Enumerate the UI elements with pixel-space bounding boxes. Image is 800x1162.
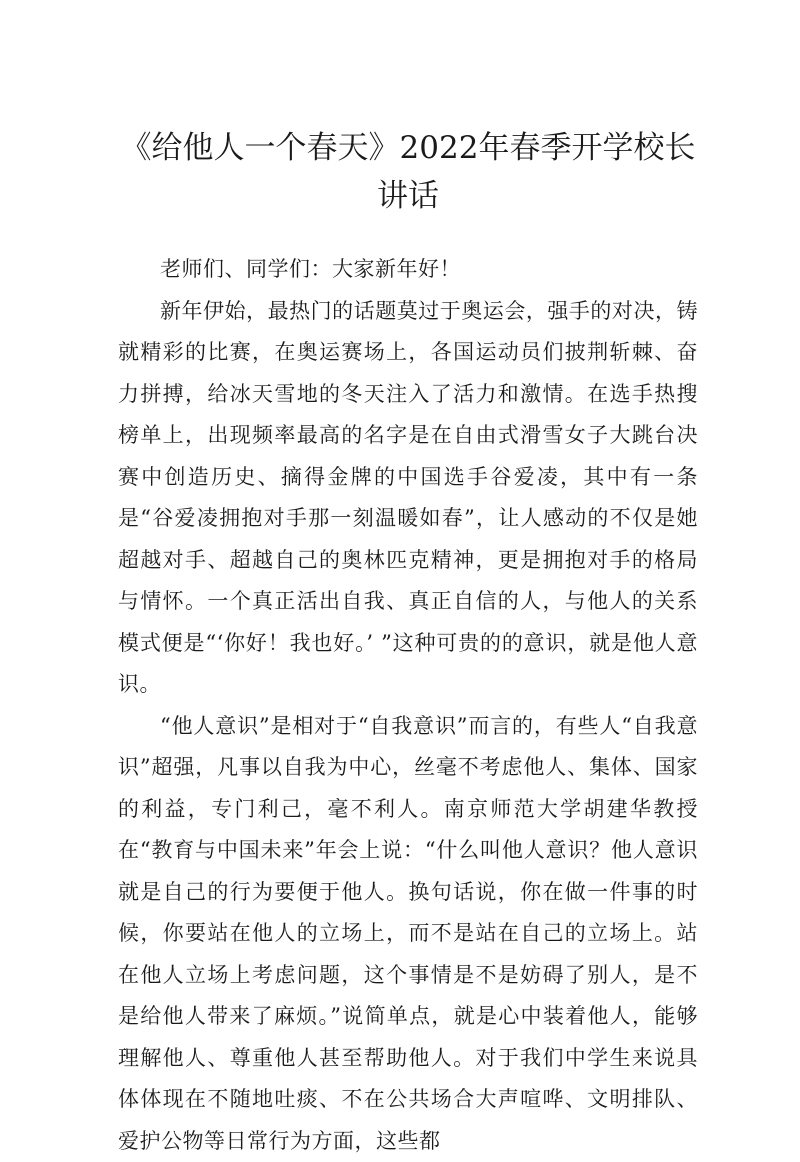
document-title: 《给他人一个春天》2022年春季开学校长讲话 bbox=[118, 124, 698, 220]
paragraph-olympics: 新年伊始，最热门的话题莫过于奥运会，强手的对决，铸就精彩的比赛，在奥运赛场上，各国运动员们披荆斩棘、奋力拼搏，给冰天雪地的冬天注入了活力和激情。在选手热搜榜单上，出现频率最高的名字是在自由式滑雪女子大跳台决赛中创造历史、摘得金牌的中国选手谷爱凌，其中有一条是“谷爱凌拥抱对手那一刻温暖如春”，让人感动的不仅是她超越对手、超越自己的奥林匹克精神，更是拥抱对手的格局与情怀。一个真正活出自我、真正自信的人，与他人的关系模式便是“‘你好！我也好。’ ”这种可贵的的意识，就是他人意识。 bbox=[118, 291, 698, 706]
document-body bbox=[118, 249, 698, 1162]
paragraph-greeting: 老师们、同学们：大家新年好！ bbox=[118, 249, 698, 291]
paragraph-others-awareness: “他人意识”是相对于“自我意识”而言的，有些人“自我意识”超强，凡事以自我为中心，丝毫不考虑他人、集体、国家的利益，专门利己，毫不利人。南京师范大学胡建华教授在“教育与中国未来”年会上说：“什么叫他人意识？他人意识就是自己的行为要便于他人。换句话说，你在做一件事的时候，你要站在他人的立场上，而不是站在自己的立场上。站在他人立场上考虑问题，这个事情是不是妨碍了别人，是不是给他人带来了麻烦。”说简单点，就是心中装着他人，能够理解他人、尊重他人甚至帮助他人。对于我们中学生来说具体体现在不随地吐痰、不在公共场合大声喧哗、文明排队、爱护公物等日常行为方面，这些都 bbox=[118, 706, 698, 1162]
